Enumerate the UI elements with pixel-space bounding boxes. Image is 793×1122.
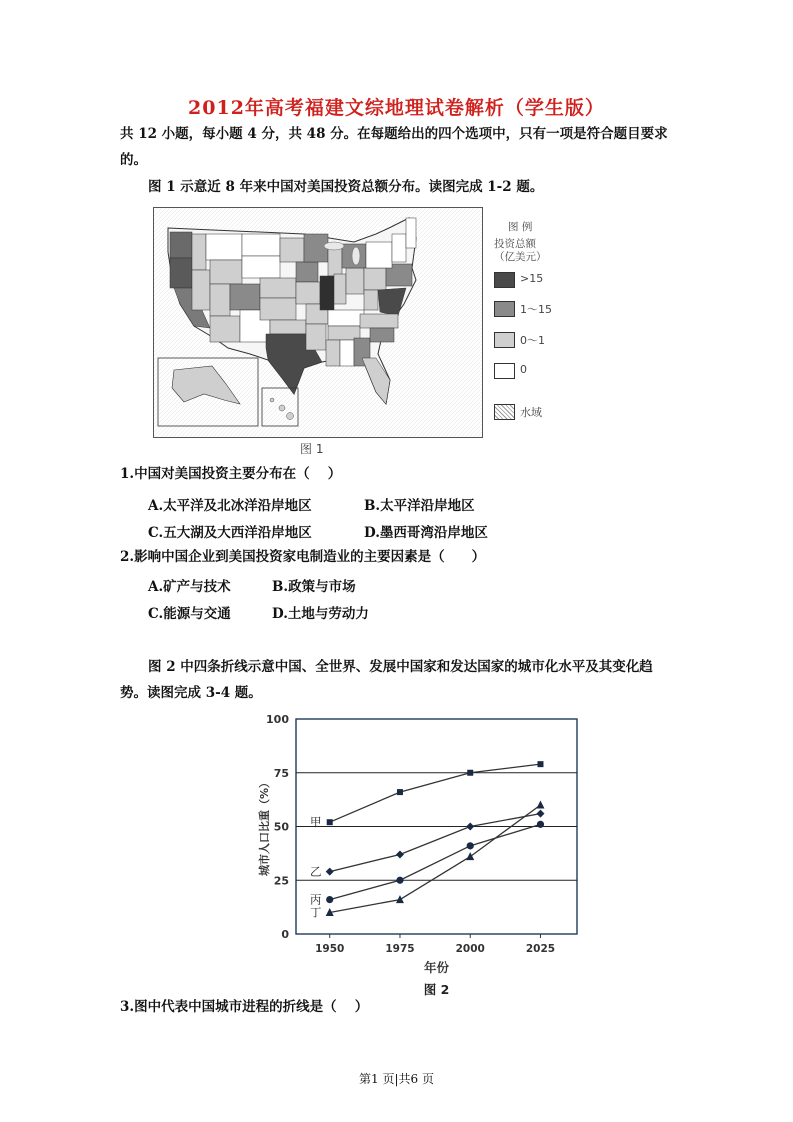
intro-text-cont: 的。: [120, 152, 147, 168]
fig2-intro: 图 2 中四条折线示意中国、全世界、发展中国家和发达国家的城市化水平及其变化趋: [148, 659, 653, 675]
legend-label: 水域: [520, 406, 542, 419]
x-tick-label: 1950: [315, 943, 345, 955]
q2-option-c[interactable]: C.能源与交通: [148, 606, 231, 622]
legend-swatch: [494, 272, 515, 288]
legend-subtitle: 投资总额: [494, 238, 536, 250]
legend-title: 图 例: [508, 221, 533, 233]
data-point: [326, 896, 333, 903]
page-title: 2012年高考福建文综地理试卷解析（学生版）: [188, 97, 605, 119]
y-tick-label: 100: [266, 713, 289, 726]
q1-option-b[interactable]: B.太平洋沿岸地区: [364, 498, 475, 514]
map-legend: [494, 221, 574, 264]
y-tick-label: 0: [281, 928, 289, 941]
q2-option-d[interactable]: D.土地与劳动力: [272, 606, 369, 622]
y-tick-label: 50: [273, 820, 289, 834]
legend-label: 0: [520, 363, 527, 376]
y-tick-label: 25: [273, 874, 289, 888]
us-map-graphic: [154, 208, 482, 437]
x-tick-label: 1975: [385, 943, 415, 955]
legend-label: 0～1: [520, 334, 545, 347]
series-label: 丙: [309, 892, 322, 907]
data-point: [327, 819, 333, 825]
q2-option-b[interactable]: B.政策与市场: [272, 579, 356, 595]
data-point: [537, 821, 544, 828]
legend-swatch: [494, 301, 515, 317]
legend-label: 1～15: [520, 303, 552, 316]
series-label: 乙: [309, 864, 322, 879]
y-tick-label: 75: [273, 766, 289, 780]
data-point: [396, 877, 403, 884]
data-point: [467, 770, 473, 776]
q1-option-a[interactable]: A.太平洋及北冰洋沿岸地区: [148, 498, 312, 514]
x-tick-label: 2000: [455, 943, 485, 955]
q2-option-a[interactable]: A.矿产与技术: [148, 579, 231, 595]
series-label: 丁: [309, 905, 322, 920]
legend-label: >15: [520, 272, 544, 285]
legend-swatch: [494, 332, 515, 348]
q1-option-d[interactable]: D.墨西哥湾沿岸地区: [364, 525, 488, 541]
urbanization-chart: [240, 710, 590, 1000]
legend-swatch: [494, 363, 515, 379]
fig2-caption: 图 2: [423, 982, 450, 997]
page-footer: 第1 页|共6 页: [359, 1072, 434, 1086]
q3-stem: 3.图中代表中国城市进程的折线是（ ）: [120, 999, 369, 1015]
fig1-caption: 图 1: [300, 442, 324, 456]
series-label: 甲: [309, 815, 322, 830]
legend-swatch: [494, 404, 515, 420]
q2-stem: 2.影响中国企业到美国投资家电制造业的主要因素是（ ）: [120, 549, 486, 565]
legend-unit: （亿美元）: [494, 251, 547, 263]
data-point: [537, 761, 543, 767]
x-tick-label: 2025: [525, 943, 556, 955]
fig2-intro-cont: 势。读图完成 3-4 题。: [120, 685, 262, 701]
us-investment-map: [153, 207, 483, 438]
q1-stem: 1.中国对美国投资主要分布在（ ）: [120, 466, 342, 482]
y-axis-label: 城市人口比重（%）: [258, 776, 271, 877]
intro-text: 共 12 小题，每小题 4 分，共 48 分。在每题给出的四个选项中，只有一项是符合题目要求: [120, 126, 668, 142]
x-axis-label: 年份: [423, 960, 450, 975]
q1-option-c[interactable]: C.五大湖及大西洋沿岸地区: [148, 525, 312, 541]
fig1-intro: 图 1 示意近 8 年来中国对美国投资总额分布。读图完成 1-2 题。: [148, 179, 544, 195]
data-point: [467, 842, 474, 849]
data-point: [397, 789, 403, 795]
